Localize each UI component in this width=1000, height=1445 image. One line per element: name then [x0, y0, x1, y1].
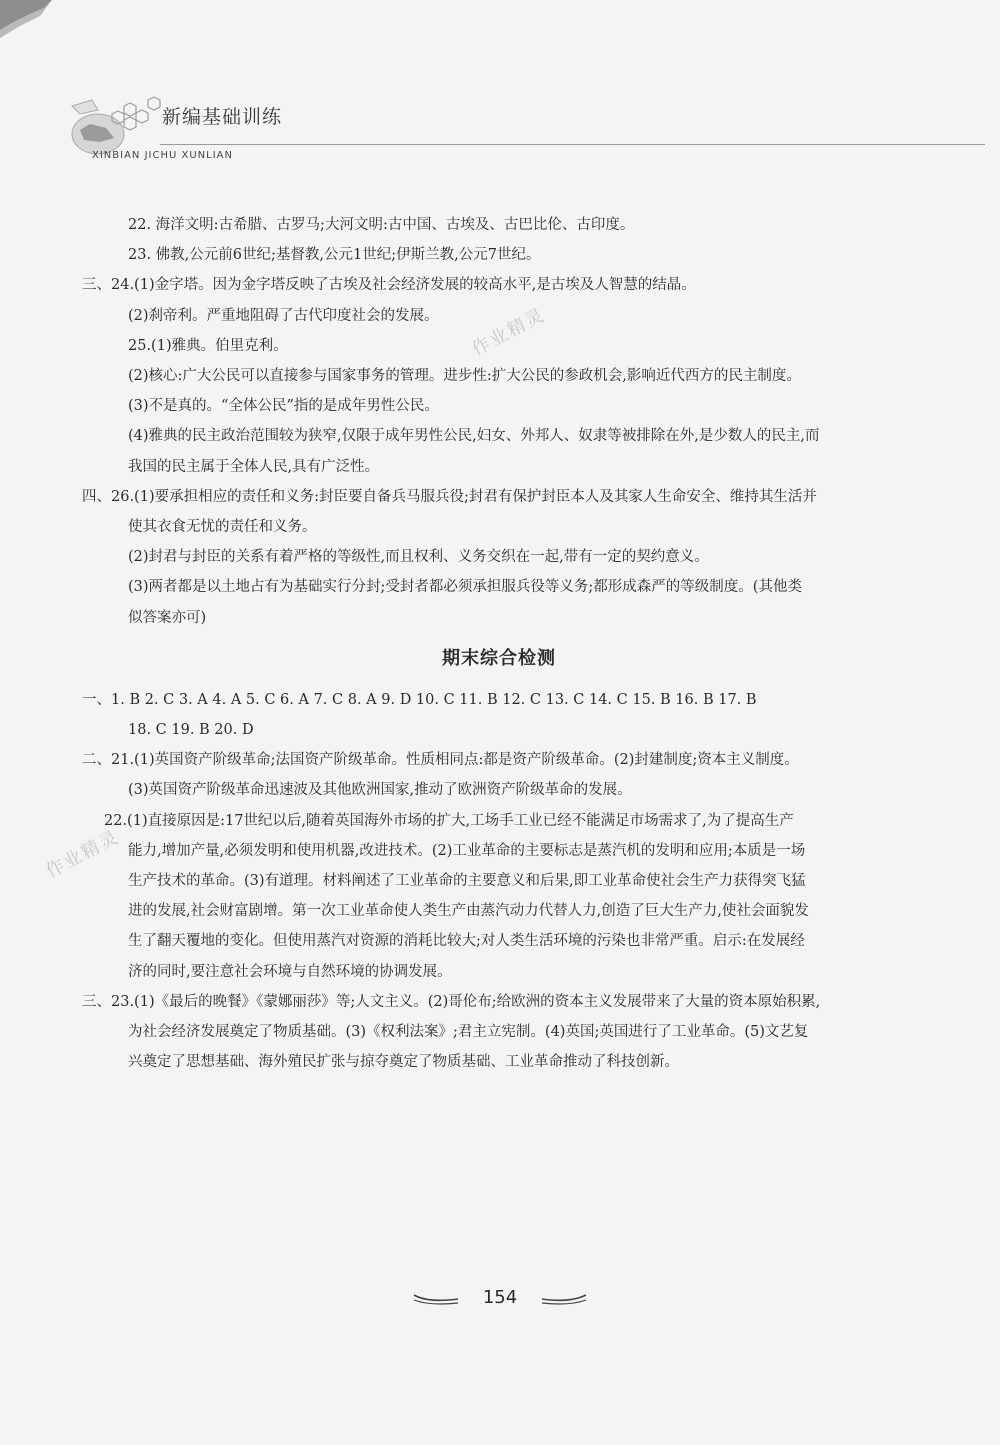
answer-line: (2)核心:广大公民可以直接参与国家事务的管理。进步性:扩大公民的参政机会,影响近代西方的民主制度。: [128, 368, 801, 385]
answer-line: 四、26.(1)要承担相应的责任和义务:封臣要自备兵马服兵役;封君有保护封臣本人及其家人生命安全、维持其生活并: [82, 488, 817, 505]
section-title: 期末综合检测: [442, 647, 556, 669]
answer-line: (2)刹帝利。严重地阻碍了古代印度社会的发展。: [128, 307, 439, 324]
answer-line: 能力,增加产量,必须发明和使用机器,改进技术。(2)工业革命的主要标志是蒸汽机的发明和应用;本质是一场: [128, 842, 806, 859]
answer-line: 三、23.(1)《最后的晚餐》《蒙娜丽莎》等;人文主义。(2)哥伦布;给欧洲的资本主义发展带来了大量的资本原始积累,: [82, 993, 821, 1010]
footer-right-swash-icon: [540, 1291, 588, 1305]
answer-line: 为社会经济发展奠定了物质基础。(3)《权利法案》;君主立宪制。(4)英国;英国进行了工业革命。(5)文艺复: [128, 1024, 809, 1041]
answer-line: 生产技术的革命。(3)有道理。材料阐述了工业革命的主要意义和后果,即工业革命使社会生产力获得突飞猛: [128, 873, 806, 890]
answer-line: 济的同时,要注意社会环境与自然环境的协调发展。: [128, 963, 452, 980]
page-number: 154: [482, 1287, 518, 1308]
header-subtitle: XINBIAN JICHU XUNLIAN: [92, 150, 233, 161]
answer-line: 18. C 19. B 20. D: [128, 722, 254, 739]
answer-line: (3)英国资产阶级革命迅速波及其他欧洲国家,推动了欧洲资产阶级革命的发展。: [128, 782, 632, 799]
answer-line: 我国的民主属于全体人民,具有广泛性。: [128, 458, 380, 475]
answer-line: 似答案亦可): [128, 609, 207, 626]
answer-line: 二、21.(1)英国资产阶级革命;法国资产阶级革命。性质相同点:都是资产阶级革命。(2)封建制度;资本主义制度。: [82, 752, 799, 769]
answer-line: 生了翻天覆地的变化。但使用蒸汽对资源的消耗比较大;对人类生活环境的污染也非常严重。启示:在发展经: [128, 933, 805, 950]
answer-line: 使其衣食无忧的责任和义务。: [128, 519, 317, 536]
answer-line: 22.(1)直接原因是:17世纪以后,随着英国海外市场的扩大,工场手工业已经不能满足市场需求了,为了提高生产: [104, 812, 794, 829]
page-footer: [440, 1287, 560, 1308]
header-divider: [160, 144, 985, 145]
answer-line: 一、1. B 2. C 3. A 4. A 5. C 6. A 7. C 8. A 9. D 10. C 11. B 12. C 13. C 14. C 15. B 16. B 17. B: [82, 691, 757, 708]
footer-left-swash-icon: [412, 1291, 460, 1305]
answer-line: 三、24.(1)金字塔。因为金字塔反映了古埃及社会经济发展的较高水平,是古埃及人智慧的结晶。: [82, 277, 696, 294]
answer-line: 兴奠定了思想基础、海外殖民扩张与掠夺奠定了物质基础、工业革命推动了科技创新。: [128, 1054, 679, 1071]
answer-line: (3)两者都是以土地占有为基础实行分封;受封者都必须承担服兵役等义务;都形成森严的等级制度。(其他类: [128, 579, 802, 596]
answer-line: 进的发展,社会财富剧增。第一次工业革命使人类生产由蒸汽动力代替人力,创造了巨大生产力,使社会面貌发: [128, 903, 809, 920]
answer-line: 22. 海洋文明:古希腊、古罗马;大河文明:古中国、古埃及、古巴比伦、古印度。: [128, 217, 635, 233]
watermark: 作业精灵: [468, 304, 549, 361]
page-corner-curl: [0, 0, 60, 40]
header-title: 新编基础训练: [162, 106, 283, 128]
answer-line: (4)雅典的民主政治范围较为狭窄,仅限于成年男性公民,妇女、外邦人、奴隶等被排除在外,是少数人的民主,而: [128, 428, 820, 445]
answers-part-1: [82, 210, 894, 633]
answer-line: (2)封君与封臣的关系有着严格的等级性,而且权利、义务交织在一起,带有一定的契约意义。: [128, 549, 709, 566]
answer-line: (3)不是真的。“全体公民”指的是成年男性公民。: [128, 398, 439, 415]
watermark: 作业精灵: [42, 826, 123, 883]
answer-line: 25.(1)雅典。伯里克利。: [128, 337, 288, 354]
answer-line: 23. 佛教,公元前6世纪;基督教,公元1世纪;伊斯兰教,公元7世纪。: [128, 247, 541, 264]
